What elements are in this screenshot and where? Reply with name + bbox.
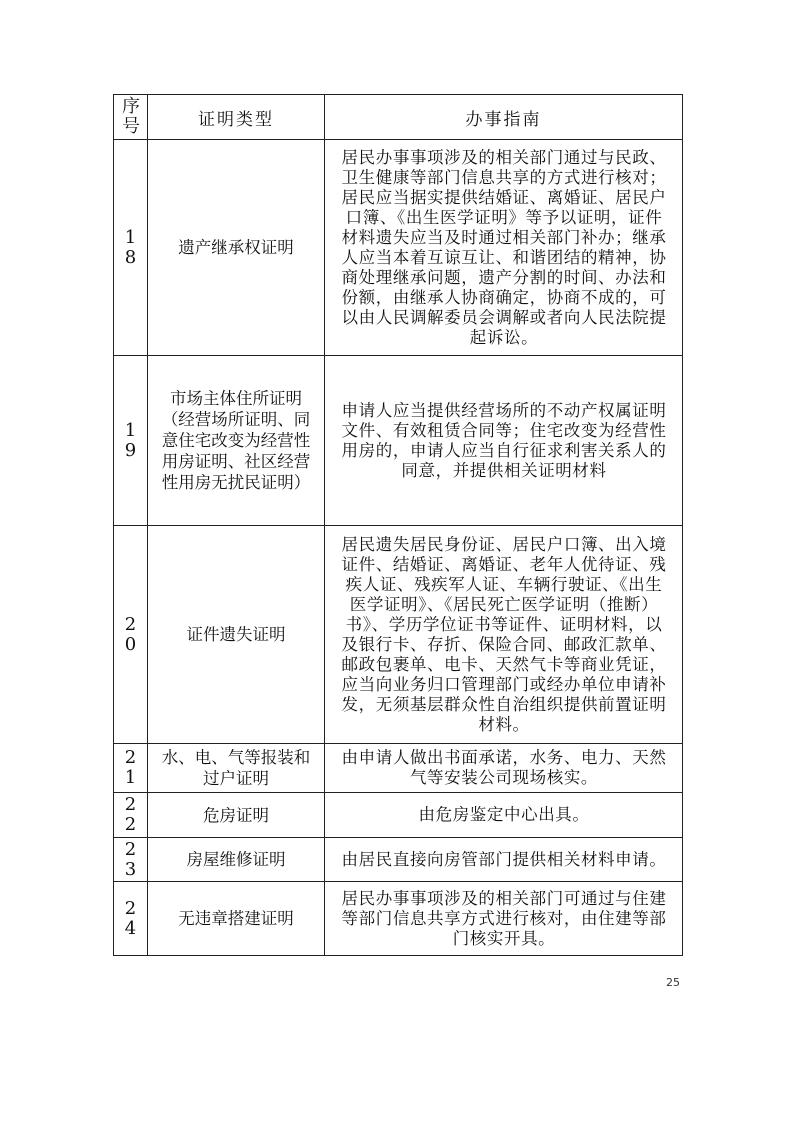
row-type: 市场主体住所证明（经营场所证明、同意住宅改变为经营性用房证明、社区经营性用房无扰民证明） — [148, 356, 325, 526]
row-seq: 23 — [114, 838, 148, 882]
row-seq: 22 — [114, 793, 148, 838]
row-type: 无违章搭建证明 — [148, 882, 325, 956]
row-type: 证件遗失证明 — [148, 526, 325, 744]
row-guide: 由居民直接向房管部门提供相关材料申请。 — [325, 838, 683, 882]
row-type: 水、电、气等报装和过户证明 — [148, 744, 325, 793]
certificate-guide-table — [113, 94, 683, 956]
row-type: 房屋维修证明 — [148, 838, 325, 882]
header-type: 证明类型 — [148, 95, 325, 140]
row-seq: 19 — [114, 356, 148, 526]
table-header-row — [114, 95, 683, 140]
table-row — [114, 744, 683, 793]
row-seq: 18 — [114, 140, 148, 356]
row-guide: 居民遗失居民身份证、居民户口簿、出入境证件、结婚证、离婚证、老年人优待证、残疾人证、残疾军人证、车辆行驶证、《出生医学证明》、《居民死亡医学证明（推断）书》、学历学位证书等证件、证明材料，以及银行卡、存折、保险合同、邮政汇款单、邮政包裹单、电卡、天然气卡等商业凭证，应当向业务归口管理部门或经办单位申请补发，无须基层群众性自治组织提供前置证明材料。 — [325, 526, 683, 744]
row-seq: 24 — [114, 882, 148, 956]
table-row — [114, 140, 683, 356]
header-guide: 办事指南 — [325, 95, 683, 140]
row-guide: 申请人应当提供经营场所的不动产权属证明文件、有效租赁合同等；住宅改变为经营性用房的，申请人应当自行征求利害关系人的同意，并提供相关证明材料 — [325, 356, 683, 526]
row-type: 遗产继承权证明 — [148, 140, 325, 356]
table-row — [114, 882, 683, 956]
header-seq: 序号 — [114, 95, 148, 140]
row-seq: 21 — [114, 744, 148, 793]
row-guide: 居民办事事项涉及的相关部门可通过与住建等部门信息共享方式进行核对，由住建等部门核实开具。 — [325, 882, 683, 956]
table-row — [114, 356, 683, 526]
table-row — [114, 838, 683, 882]
table-row — [114, 793, 683, 838]
row-guide: 由危房鉴定中心出具。 — [325, 793, 683, 838]
table-row — [114, 526, 683, 744]
row-seq: 20 — [114, 526, 148, 744]
row-type: 危房证明 — [148, 793, 325, 838]
page-number: 25 — [666, 976, 680, 989]
row-guide: 由申请人做出书面承诺，水务、电力、天然气等安装公司现场核实。 — [325, 744, 683, 793]
row-guide: 居民办事事项涉及的相关部门通过与民政、卫生健康等部门信息共享的方式进行核对；居民应当据实提供结婚证、离婚证、居民户口簿、《出生医学证明》等予以证明，证件材料遗失应当及时通过相关部门补办；继承人应当本着互谅互让、和谐团结的精神，协商处理继承问题，遗产分割的时间、办法和份额，由继承人协商确定，协商不成的，可以由人民调解委员会调解或者向人民法院提起诉讼。 — [325, 140, 683, 356]
